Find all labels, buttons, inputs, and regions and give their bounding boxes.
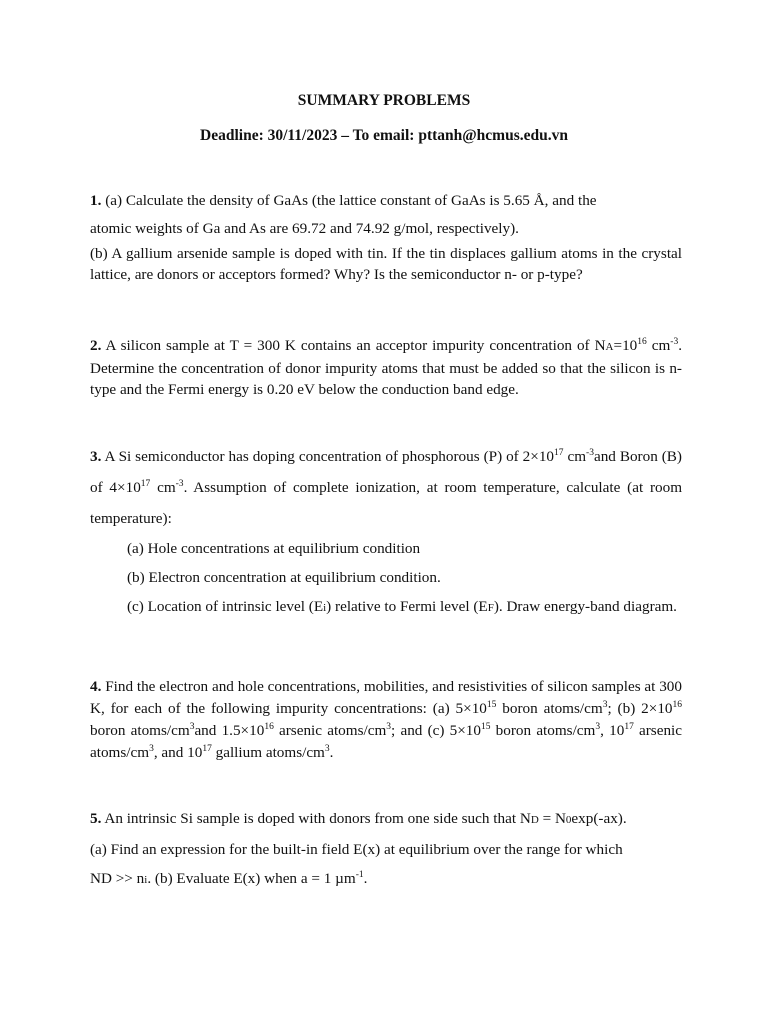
problem-3-c: (c) Location of intrinsic level (Ei) relative to Fermi level (EF). Draw energy-band diagram.: [127, 598, 677, 615]
problem-1-part-b: (b) A gallium arsenide sample is doped with tin. If the tin displaces gallium atoms in the crystal lattice, are donors or acceptors formed? Why? Is the semiconductor n- or p-type?: [90, 245, 682, 283]
problem-2: [90, 335, 682, 400]
problem-2-text: 2. A silicon sample at T = 300 K contains an acceptor impurity concentration of $NA=10^{16}$ $cm^{-3}$. Determine the concentration of donor impurity atoms that must be added so that the silicon is n-type and the Fermi energy is 0.20 eV below the conduction band edge.: [90, 337, 683, 398]
problem-1: [90, 190, 682, 285]
page-title: SUMMARY PROBLEMS: [297, 92, 471, 109]
problem-1-a-line1: (a) Calculate the density of GaAs (the lattice constant of GaAs is 5.65 Å, and the: [101, 192, 597, 209]
deadline-line: Deadline: 30/11/2023 – To email: pttanh@hcmus.edu.vn: [200, 127, 568, 144]
problem-3-text: 3. A Si semiconductor has doping concentration of phosphorous (P) of $2\times 10^{17}$ $cm^{-3}and$ Boron (B) of $4\times 10^{17}$ $cm^{-3}$. Assumption of complete ionization, at room temperature, calculate (at room temperature):: [90, 448, 683, 527]
problem-3-subitems: [127, 538, 682, 619]
problem-number: 2.: [90, 337, 102, 354]
problem-1-a-line2: atomic weights of Ga and As are 69.72 and 74.92 g/mol, respectively).: [90, 220, 519, 237]
problem-1-part-a: [90, 190, 682, 211]
problem-3-b: (b) Electron concentration at equilibrium condition.: [127, 569, 441, 586]
problem-4: [90, 676, 682, 764]
problem-number: 5.: [90, 810, 102, 827]
problem-number: 3.: [90, 448, 102, 465]
problem-3-a: (a) Hole concentrations at equilibrium condition: [127, 540, 421, 557]
problem-3: [90, 441, 682, 619]
problem-number: 1.: [90, 192, 102, 209]
problem-5-line2: (a) Find an expression for the built-in field E(x) at equilibrium over the range for which: [90, 841, 623, 858]
problem-5-line1: 5. An intrinsic Si sample is doped with donors from one side such that ND = N0exp(-ax).: [90, 810, 627, 827]
problem-4-text: 4. Find the electron and hole concentrations, mobilities, and resistivities of silicon samples at 300 K, for each of the following impurity concentrations: (a) $5\times 10^{15}$ boron atoms/$cm^3$; (b) $2\times 10^{16}$ boron atoms/$cm^3and$ $1.5\times 10^{16}$ arsenic atoms/$cm^3$; and (c) $5\times 10^{15}$ boron atoms/$cm^3$, $10^{17}$ arsenic atoms/$cm^3$, and $10^{17}$ gallium atoms/$cm^3$.: [90, 678, 683, 761]
problem-5-line3: ND >> ni. (b) Evaluate E(x) when a = 1 µm$^{-1}$.: [90, 870, 368, 887]
problem-number: 4.: [90, 678, 102, 695]
problem-5: [90, 804, 682, 895]
